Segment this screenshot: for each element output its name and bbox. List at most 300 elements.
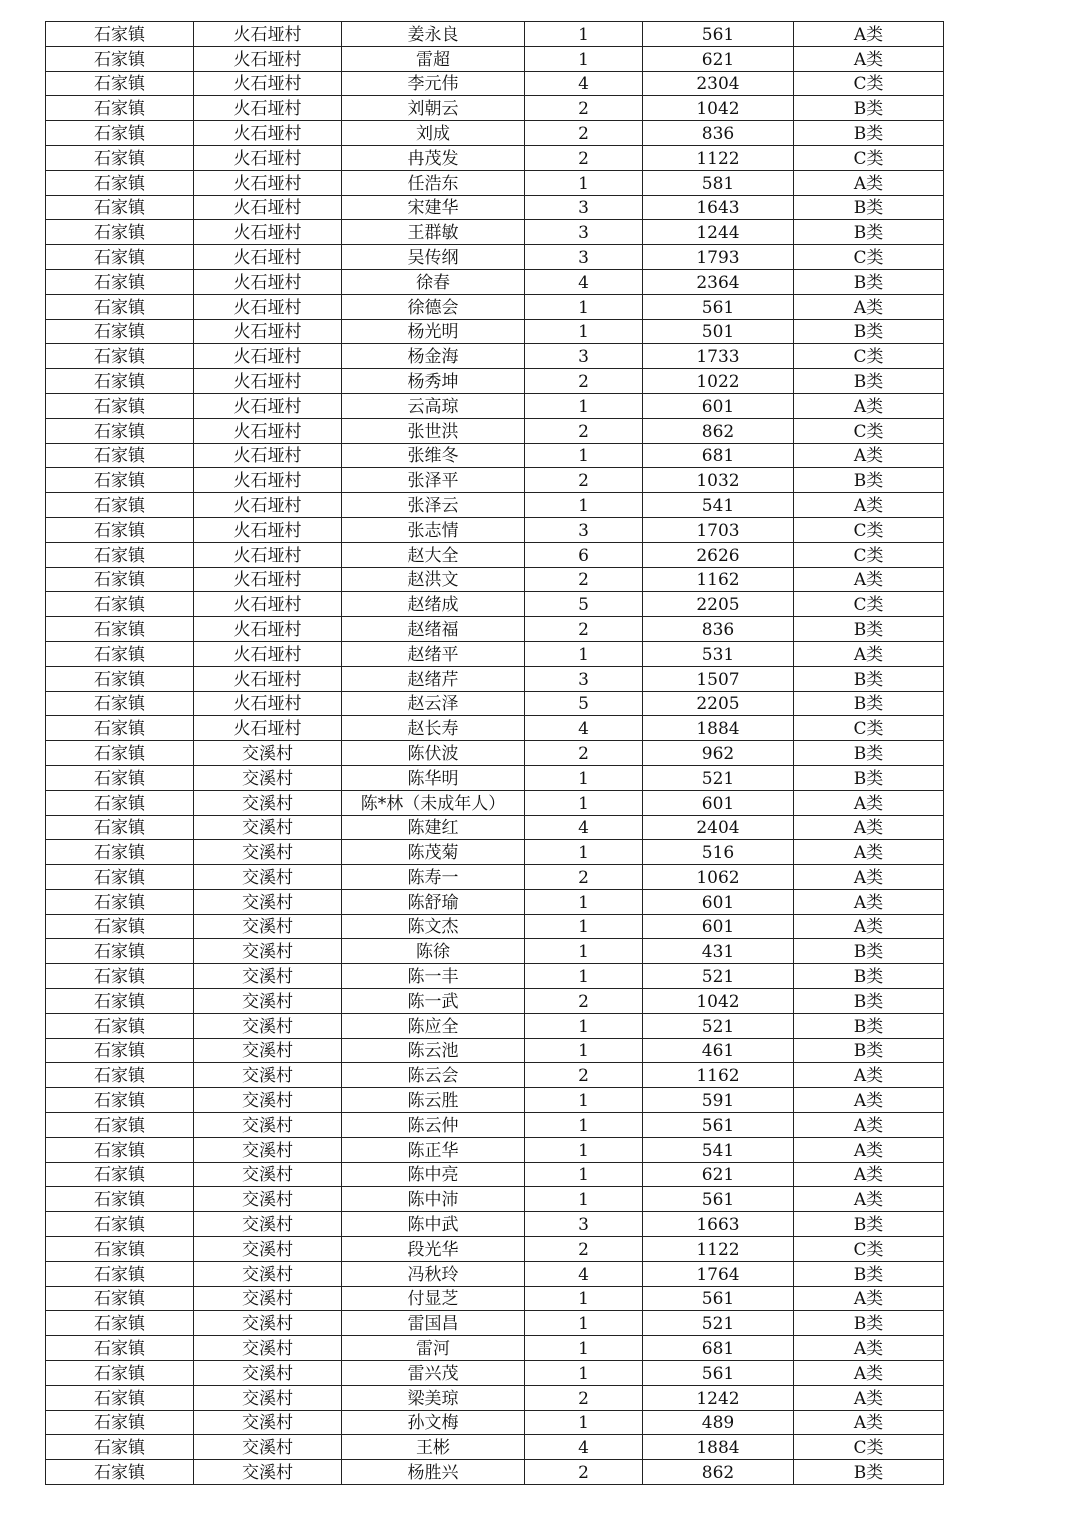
town-cell: 石家镇 [46, 468, 194, 493]
category-cell: A类 [794, 641, 944, 666]
name-cell: 宋建华 [342, 195, 525, 220]
name-cell: 王彬 [342, 1435, 525, 1460]
town-cell: 石家镇 [46, 567, 194, 592]
table-row [46, 369, 944, 394]
table-row [46, 393, 944, 418]
town-cell: 石家镇 [46, 617, 194, 642]
table-row [46, 121, 944, 146]
category-cell: A类 [794, 1137, 944, 1162]
amount-cell: 591 [643, 1088, 794, 1113]
table-row [46, 1410, 944, 1435]
household-count-cell: 1 [525, 46, 643, 71]
table-row [46, 741, 944, 766]
village-cell: 火石垭村 [194, 344, 342, 369]
town-cell: 石家镇 [46, 1088, 194, 1113]
table-row [46, 170, 944, 195]
amount-cell: 541 [643, 493, 794, 518]
town-cell: 石家镇 [46, 1038, 194, 1063]
household-count-cell: 1 [525, 294, 643, 319]
data-table [45, 21, 944, 1485]
village-cell: 火石垭村 [194, 46, 342, 71]
village-cell: 火石垭村 [194, 195, 342, 220]
village-cell: 交溪村 [194, 914, 342, 939]
table-row [46, 567, 944, 592]
household-count-cell: 4 [525, 1435, 643, 1460]
village-cell: 火石垭村 [194, 145, 342, 170]
amount-cell: 1244 [643, 220, 794, 245]
household-count-cell: 1 [525, 641, 643, 666]
category-cell: A类 [794, 914, 944, 939]
name-cell: 冯秋玲 [342, 1261, 525, 1286]
amount-cell: 681 [643, 443, 794, 468]
amount-cell: 1162 [643, 1063, 794, 1088]
village-cell: 火石垭村 [194, 369, 342, 394]
town-cell: 石家镇 [46, 245, 194, 270]
category-cell: A类 [794, 840, 944, 865]
village-cell: 交溪村 [194, 1113, 342, 1138]
household-count-cell: 1 [525, 790, 643, 815]
household-count-cell: 2 [525, 145, 643, 170]
category-cell: C类 [794, 542, 944, 567]
household-count-cell: 2 [525, 121, 643, 146]
town-cell: 石家镇 [46, 1435, 194, 1460]
table-row [46, 220, 944, 245]
household-count-cell: 3 [525, 1212, 643, 1237]
category-cell: C类 [794, 592, 944, 617]
household-count-cell: 2 [525, 1237, 643, 1262]
table-row [46, 245, 944, 270]
name-cell: 陈建红 [342, 815, 525, 840]
household-count-cell: 4 [525, 1261, 643, 1286]
town-cell: 石家镇 [46, 1385, 194, 1410]
table-row [46, 468, 944, 493]
household-count-cell: 2 [525, 741, 643, 766]
table-row [46, 790, 944, 815]
household-count-cell: 1 [525, 1088, 643, 1113]
village-cell: 交溪村 [194, 815, 342, 840]
amount-cell: 601 [643, 393, 794, 418]
amount-cell: 561 [643, 1187, 794, 1212]
village-cell: 交溪村 [194, 1212, 342, 1237]
name-cell: 徐德会 [342, 294, 525, 319]
name-cell: 陈中沛 [342, 1187, 525, 1212]
name-cell: 赵绪芹 [342, 666, 525, 691]
household-count-cell: 4 [525, 716, 643, 741]
category-cell: B类 [794, 666, 944, 691]
table-row [46, 1435, 944, 1460]
household-count-cell: 2 [525, 369, 643, 394]
table-row [46, 1187, 944, 1212]
amount-cell: 521 [643, 765, 794, 790]
town-cell: 石家镇 [46, 294, 194, 319]
category-cell: A类 [794, 170, 944, 195]
town-cell: 石家镇 [46, 1311, 194, 1336]
household-count-cell: 1 [525, 1113, 643, 1138]
household-count-cell: 3 [525, 220, 643, 245]
category-cell: B类 [794, 989, 944, 1014]
amount-cell: 561 [643, 22, 794, 47]
name-cell: 赵长寿 [342, 716, 525, 741]
village-cell: 交溪村 [194, 790, 342, 815]
category-cell: B类 [794, 1261, 944, 1286]
table-row [46, 666, 944, 691]
table-row [46, 865, 944, 890]
name-cell: 张世洪 [342, 418, 525, 443]
table-row [46, 96, 944, 121]
table-row [46, 1162, 944, 1187]
category-cell: A类 [794, 1187, 944, 1212]
village-cell: 火石垭村 [194, 716, 342, 741]
town-cell: 石家镇 [46, 939, 194, 964]
village-cell: 交溪村 [194, 741, 342, 766]
village-cell: 火石垭村 [194, 641, 342, 666]
village-cell: 交溪村 [194, 1311, 342, 1336]
town-cell: 石家镇 [46, 393, 194, 418]
name-cell: 杨胜兴 [342, 1460, 525, 1485]
table-row [46, 1113, 944, 1138]
category-cell: A类 [794, 493, 944, 518]
village-cell: 火石垭村 [194, 691, 342, 716]
table-row [46, 71, 944, 96]
amount-cell: 1062 [643, 865, 794, 890]
amount-cell: 1793 [643, 245, 794, 270]
village-cell: 交溪村 [194, 1460, 342, 1485]
amount-cell: 601 [643, 914, 794, 939]
household-count-cell: 1 [525, 1187, 643, 1212]
household-count-cell: 2 [525, 418, 643, 443]
village-cell: 交溪村 [194, 1261, 342, 1286]
village-cell: 火石垭村 [194, 443, 342, 468]
table-row [46, 1063, 944, 1088]
category-cell: C类 [794, 1435, 944, 1460]
town-cell: 石家镇 [46, 269, 194, 294]
town-cell: 石家镇 [46, 121, 194, 146]
category-cell: C类 [794, 716, 944, 741]
household-count-cell: 4 [525, 815, 643, 840]
amount-cell: 521 [643, 1013, 794, 1038]
category-cell: A类 [794, 889, 944, 914]
name-cell: 李元伟 [342, 71, 525, 96]
town-cell: 石家镇 [46, 741, 194, 766]
amount-cell: 431 [643, 939, 794, 964]
town-cell: 石家镇 [46, 765, 194, 790]
name-cell: 段光华 [342, 1237, 525, 1262]
household-count-cell: 5 [525, 691, 643, 716]
amount-cell: 2404 [643, 815, 794, 840]
name-cell: 刘成 [342, 121, 525, 146]
village-cell: 交溪村 [194, 1013, 342, 1038]
table-row [46, 840, 944, 865]
table-row [46, 914, 944, 939]
amount-cell: 1022 [643, 369, 794, 394]
village-cell: 交溪村 [194, 840, 342, 865]
table-row [46, 939, 944, 964]
table-row [46, 1237, 944, 1262]
amount-cell: 1507 [643, 666, 794, 691]
town-cell: 石家镇 [46, 1336, 194, 1361]
town-cell: 石家镇 [46, 1286, 194, 1311]
village-cell: 交溪村 [194, 1038, 342, 1063]
name-cell: 赵绪平 [342, 641, 525, 666]
name-cell: 张志情 [342, 517, 525, 542]
village-cell: 交溪村 [194, 1063, 342, 1088]
town-cell: 石家镇 [46, 1361, 194, 1386]
village-cell: 交溪村 [194, 1286, 342, 1311]
village-cell: 交溪村 [194, 889, 342, 914]
amount-cell: 461 [643, 1038, 794, 1063]
household-count-cell: 5 [525, 592, 643, 617]
amount-cell: 489 [643, 1410, 794, 1435]
name-cell: 赵绪成 [342, 592, 525, 617]
amount-cell: 521 [643, 1311, 794, 1336]
household-count-cell: 1 [525, 1013, 643, 1038]
category-cell: A类 [794, 567, 944, 592]
town-cell: 石家镇 [46, 319, 194, 344]
table-row [46, 716, 944, 741]
table-row [46, 443, 944, 468]
village-cell: 交溪村 [194, 1385, 342, 1410]
amount-cell: 836 [643, 121, 794, 146]
village-cell: 交溪村 [194, 939, 342, 964]
household-count-cell: 1 [525, 1410, 643, 1435]
table-row [46, 1336, 944, 1361]
category-cell: B类 [794, 121, 944, 146]
amount-cell: 2364 [643, 269, 794, 294]
name-cell: 陈一丰 [342, 964, 525, 989]
town-cell: 石家镇 [46, 1187, 194, 1212]
name-cell: 陈中亮 [342, 1162, 525, 1187]
table-row [46, 22, 944, 47]
town-cell: 石家镇 [46, 493, 194, 518]
town-cell: 石家镇 [46, 964, 194, 989]
town-cell: 石家镇 [46, 1063, 194, 1088]
amount-cell: 1643 [643, 195, 794, 220]
town-cell: 石家镇 [46, 220, 194, 245]
village-cell: 火石垭村 [194, 542, 342, 567]
amount-cell: 516 [643, 840, 794, 865]
amount-cell: 601 [643, 889, 794, 914]
amount-cell: 2205 [643, 691, 794, 716]
town-cell: 石家镇 [46, 1261, 194, 1286]
town-cell: 石家镇 [46, 1237, 194, 1262]
name-cell: 陈应全 [342, 1013, 525, 1038]
amount-cell: 601 [643, 790, 794, 815]
household-count-cell: 1 [525, 1038, 643, 1063]
table-body [46, 22, 944, 1485]
household-count-cell: 1 [525, 765, 643, 790]
town-cell: 石家镇 [46, 790, 194, 815]
town-cell: 石家镇 [46, 344, 194, 369]
category-cell: A类 [794, 1336, 944, 1361]
village-cell: 火石垭村 [194, 71, 342, 96]
household-count-cell: 1 [525, 170, 643, 195]
category-cell: B类 [794, 1311, 944, 1336]
village-cell: 火石垭村 [194, 170, 342, 195]
category-cell: C类 [794, 1237, 944, 1262]
village-cell: 交溪村 [194, 765, 342, 790]
household-count-cell: 1 [525, 1162, 643, 1187]
village-cell: 火石垭村 [194, 269, 342, 294]
name-cell: 陈徐 [342, 939, 525, 964]
household-count-cell: 4 [525, 71, 643, 96]
table-row [46, 1013, 944, 1038]
household-count-cell: 1 [525, 1361, 643, 1386]
town-cell: 石家镇 [46, 914, 194, 939]
table-row [46, 1385, 944, 1410]
category-cell: B类 [794, 741, 944, 766]
village-cell: 交溪村 [194, 865, 342, 890]
category-cell: A类 [794, 790, 944, 815]
town-cell: 石家镇 [46, 641, 194, 666]
town-cell: 石家镇 [46, 1013, 194, 1038]
village-cell: 火石垭村 [194, 245, 342, 270]
household-count-cell: 1 [525, 1336, 643, 1361]
name-cell: 陈茂菊 [342, 840, 525, 865]
town-cell: 石家镇 [46, 815, 194, 840]
category-cell: A类 [794, 1162, 944, 1187]
household-count-cell: 1 [525, 964, 643, 989]
household-count-cell: 1 [525, 393, 643, 418]
household-count-cell: 1 [525, 1137, 643, 1162]
category-cell: A类 [794, 443, 944, 468]
table-row [46, 195, 944, 220]
household-count-cell: 1 [525, 840, 643, 865]
table-row [46, 294, 944, 319]
name-cell: 杨金海 [342, 344, 525, 369]
household-count-cell: 3 [525, 245, 643, 270]
household-count-cell: 2 [525, 989, 643, 1014]
village-cell: 交溪村 [194, 1336, 342, 1361]
household-count-cell: 2 [525, 617, 643, 642]
category-cell: A类 [794, 1088, 944, 1113]
amount-cell: 1663 [643, 1212, 794, 1237]
name-cell: 陈伏波 [342, 741, 525, 766]
name-cell: 孙文梅 [342, 1410, 525, 1435]
town-cell: 石家镇 [46, 1137, 194, 1162]
village-cell: 火石垭村 [194, 319, 342, 344]
name-cell: 雷河 [342, 1336, 525, 1361]
category-cell: A类 [794, 1385, 944, 1410]
category-cell: B类 [794, 691, 944, 716]
category-cell: A类 [794, 1063, 944, 1088]
category-cell: C类 [794, 418, 944, 443]
town-cell: 石家镇 [46, 96, 194, 121]
town-cell: 石家镇 [46, 989, 194, 1014]
amount-cell: 1032 [643, 468, 794, 493]
household-count-cell: 1 [525, 319, 643, 344]
category-cell: A类 [794, 46, 944, 71]
village-cell: 交溪村 [194, 1410, 342, 1435]
category-cell: A类 [794, 815, 944, 840]
household-count-cell: 4 [525, 269, 643, 294]
amount-cell: 862 [643, 1460, 794, 1485]
name-cell: 陈云池 [342, 1038, 525, 1063]
category-cell: C类 [794, 145, 944, 170]
town-cell: 石家镇 [46, 145, 194, 170]
name-cell: 雷兴茂 [342, 1361, 525, 1386]
amount-cell: 1122 [643, 145, 794, 170]
name-cell: 陈文杰 [342, 914, 525, 939]
town-cell: 石家镇 [46, 71, 194, 96]
amount-cell: 2205 [643, 592, 794, 617]
village-cell: 火石垭村 [194, 220, 342, 245]
amount-cell: 531 [643, 641, 794, 666]
village-cell: 交溪村 [194, 964, 342, 989]
name-cell: 陈云会 [342, 1063, 525, 1088]
name-cell: 王群敏 [342, 220, 525, 245]
category-cell: B类 [794, 765, 944, 790]
category-cell: B类 [794, 1013, 944, 1038]
household-count-cell: 1 [525, 1286, 643, 1311]
name-cell: 陈*林（未成年人） [342, 790, 525, 815]
household-count-cell: 1 [525, 493, 643, 518]
table-row [46, 517, 944, 542]
town-cell: 石家镇 [46, 517, 194, 542]
village-cell: 交溪村 [194, 1435, 342, 1460]
village-cell: 火石垭村 [194, 493, 342, 518]
town-cell: 石家镇 [46, 418, 194, 443]
amount-cell: 561 [643, 1286, 794, 1311]
category-cell: A类 [794, 1286, 944, 1311]
household-count-cell: 2 [525, 567, 643, 592]
amount-cell: 836 [643, 617, 794, 642]
category-cell: B类 [794, 220, 944, 245]
name-cell: 刘朝云 [342, 96, 525, 121]
town-cell: 石家镇 [46, 666, 194, 691]
household-count-cell: 3 [525, 666, 643, 691]
amount-cell: 581 [643, 170, 794, 195]
name-cell: 冉茂发 [342, 145, 525, 170]
town-cell: 石家镇 [46, 195, 194, 220]
name-cell: 陈正华 [342, 1137, 525, 1162]
category-cell: B类 [794, 617, 944, 642]
category-cell: A类 [794, 1361, 944, 1386]
category-cell: A类 [794, 865, 944, 890]
town-cell: 石家镇 [46, 46, 194, 71]
village-cell: 火石垭村 [194, 96, 342, 121]
category-cell: C类 [794, 517, 944, 542]
village-cell: 火石垭村 [194, 468, 342, 493]
name-cell: 陈华明 [342, 765, 525, 790]
amount-cell: 1042 [643, 989, 794, 1014]
table-row [46, 964, 944, 989]
name-cell: 吴传纲 [342, 245, 525, 270]
category-cell: B类 [794, 1212, 944, 1237]
amount-cell: 1242 [643, 1385, 794, 1410]
village-cell: 火石垭村 [194, 22, 342, 47]
amount-cell: 621 [643, 46, 794, 71]
village-cell: 交溪村 [194, 1187, 342, 1212]
category-cell: C类 [794, 344, 944, 369]
town-cell: 石家镇 [46, 691, 194, 716]
amount-cell: 862 [643, 418, 794, 443]
town-cell: 石家镇 [46, 716, 194, 741]
name-cell: 陈中武 [342, 1212, 525, 1237]
village-cell: 火石垭村 [194, 617, 342, 642]
table-row [46, 889, 944, 914]
category-cell: B类 [794, 195, 944, 220]
name-cell: 杨光明 [342, 319, 525, 344]
category-cell: A类 [794, 294, 944, 319]
household-count-cell: 1 [525, 889, 643, 914]
town-cell: 石家镇 [46, 542, 194, 567]
name-cell: 赵云泽 [342, 691, 525, 716]
town-cell: 石家镇 [46, 840, 194, 865]
table-row [46, 815, 944, 840]
amount-cell: 1764 [643, 1261, 794, 1286]
amount-cell: 681 [643, 1336, 794, 1361]
household-count-cell: 3 [525, 517, 643, 542]
